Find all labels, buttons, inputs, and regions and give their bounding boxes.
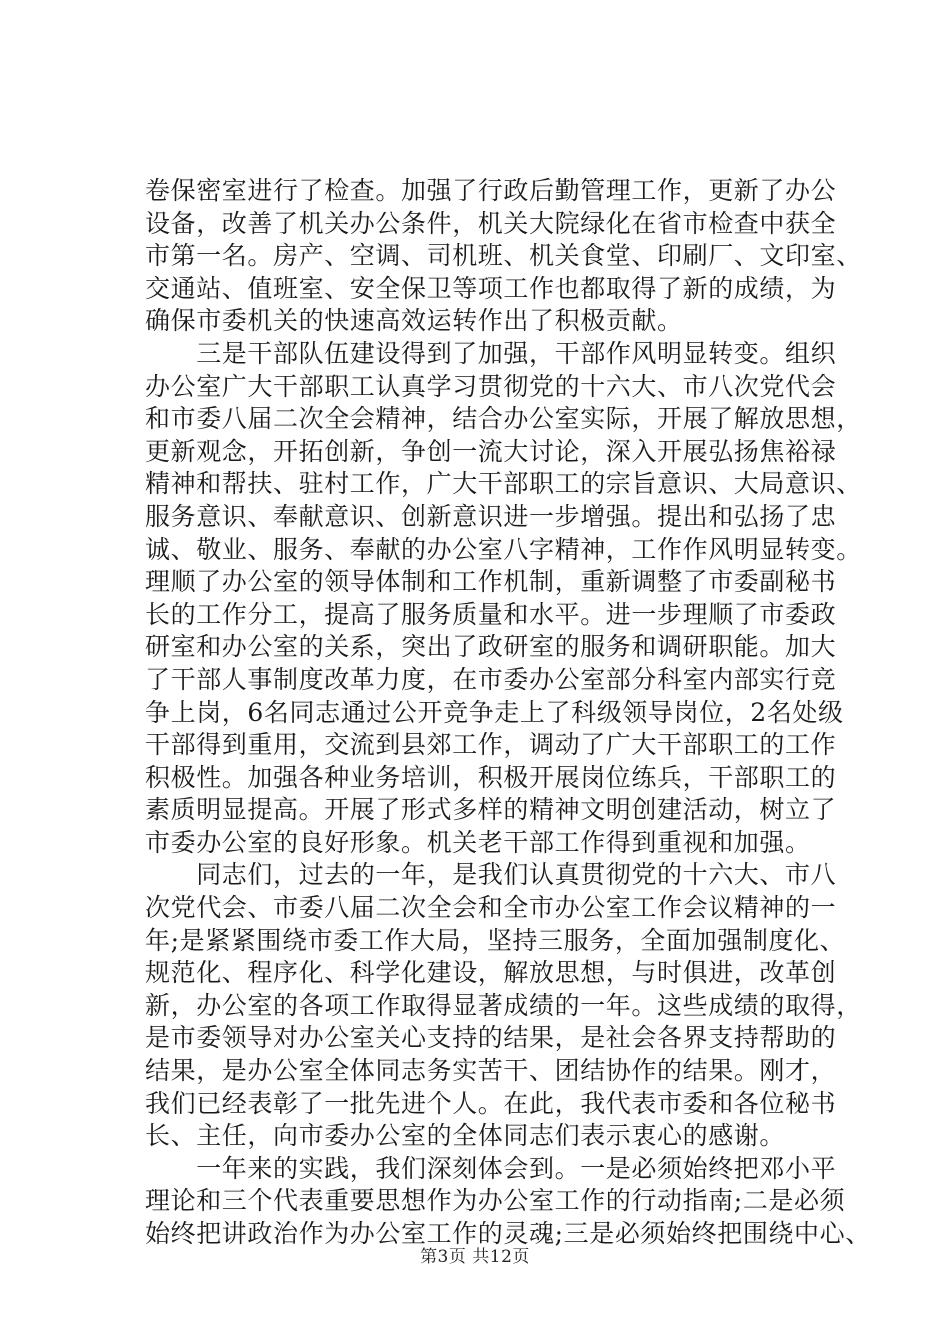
text-line: 精神和帮扶、驻村工作，广大干部职工的宗旨意识、大局意识、	[145, 469, 862, 499]
text-line: 和市委八届二次全会精神，结合办公室实际，开展了解放思想，	[145, 404, 862, 434]
text-line: 理顺了办公室的领导体制和工作机制，重新调整了市委副秘书	[145, 567, 837, 597]
text-line: 办公室广大干部职工认真学习贯彻党的十六大、市八次党代会	[145, 371, 837, 401]
text-line: 研室和办公室的关系，突出了政研室的服务和调研职能。加大	[145, 632, 837, 662]
text-line: 积极性。加强各种业务培训，积极开展岗位练兵，干部职工的	[145, 762, 837, 792]
document-body	[145, 175, 871, 1251]
text-line: 争上岗，6名同志通过公开竞争走上了科级领导岗位，2名处级	[145, 697, 844, 727]
text-line: 始终把讲政治作为办公室工作的灵魂;三是必须始终把围绕中心、	[145, 1219, 871, 1248]
text-line: 长的工作分工，提高了服务质量和水平。进一步理顺了市委政	[145, 599, 837, 629]
page-footer: 第3页 共12页	[420, 1247, 530, 1267]
text-line: 交通站、值班室、安全保卫等项工作也都取得了新的成绩，为	[145, 273, 837, 303]
text-line: 干部得到重用，交流到县郊工作，调动了广大干部职工的工作	[145, 730, 837, 760]
text-line: 诚、敬业、服务、奉献的办公室八字精神，工作作风明显转变。	[145, 534, 862, 564]
text-line: 市第一名。房产、空调、司机班、机关食堂、印刷厂、文印室、	[145, 241, 862, 271]
text-line: 长、主任，向市委办公室的全体同志们表示衷心的感谢。	[145, 1121, 786, 1151]
text-line: 一年来的实践，我们深刻体会到。一是必须始终把邓小平	[145, 1153, 837, 1183]
text-line: 更新观念，开拓创新，争创一流大讨论，深入开展弘扬焦裕禄	[145, 436, 837, 466]
text-line: 素质明显提高。开展了形式多样的精神文明创建活动，树立了	[145, 795, 837, 825]
text-line: 新，办公室的各项工作取得显著成绩的一年。这些成绩的取得，	[145, 990, 862, 1020]
text-line: 同志们，过去的一年，是我们认真贯彻党的十六大、市八	[145, 860, 837, 890]
text-line: 市委办公室的良好形象。机关老干部工作得到重视和加强。	[145, 827, 811, 857]
text-line: 次党代会、市委八届二次全会和全市办公室工作会议精神的一	[145, 893, 837, 923]
text-line: 我们已经表彰了一批先进个人。在此，我代表市委和各位秘书	[145, 1088, 837, 1118]
text-line: 结果，是办公室全体同志务实苦干、团结协作的结果。刚才，	[145, 1056, 837, 1086]
text-line: 年;是紧紧围绕市委工作大局，坚持三服务，全面加强制度化、	[145, 925, 846, 955]
text-line: 三是干部队伍建设得到了加强，干部作风明显转变。组织	[145, 338, 837, 368]
text-line: 理论和三个代表重要思想作为办公室工作的行动指南;二是必须	[145, 1186, 846, 1216]
text-line: 设备，改善了机关办公条件，机关大院绿化在省市检查中获全	[145, 208, 837, 238]
text-line: 卷保密室进行了检查。加强了行政后勤管理工作，更新了办公	[145, 176, 837, 205]
text-line: 是市委领导对办公室关心支持的结果，是社会各界支持帮助的	[145, 1023, 837, 1053]
text-line: 规范化、程序化、科学化建设，解放思想，与时俱进，改革创	[145, 958, 837, 988]
text-line: 确保市委机关的快速高效运转作出了积极贡献。	[145, 306, 683, 336]
text-line: 了干部人事制度改革力度，在市委办公室部分科室内部实行竞	[145, 664, 837, 694]
text-line: 服务意识、奉献意识、创新意识进一步增强。提出和弘扬了忠	[145, 501, 837, 531]
